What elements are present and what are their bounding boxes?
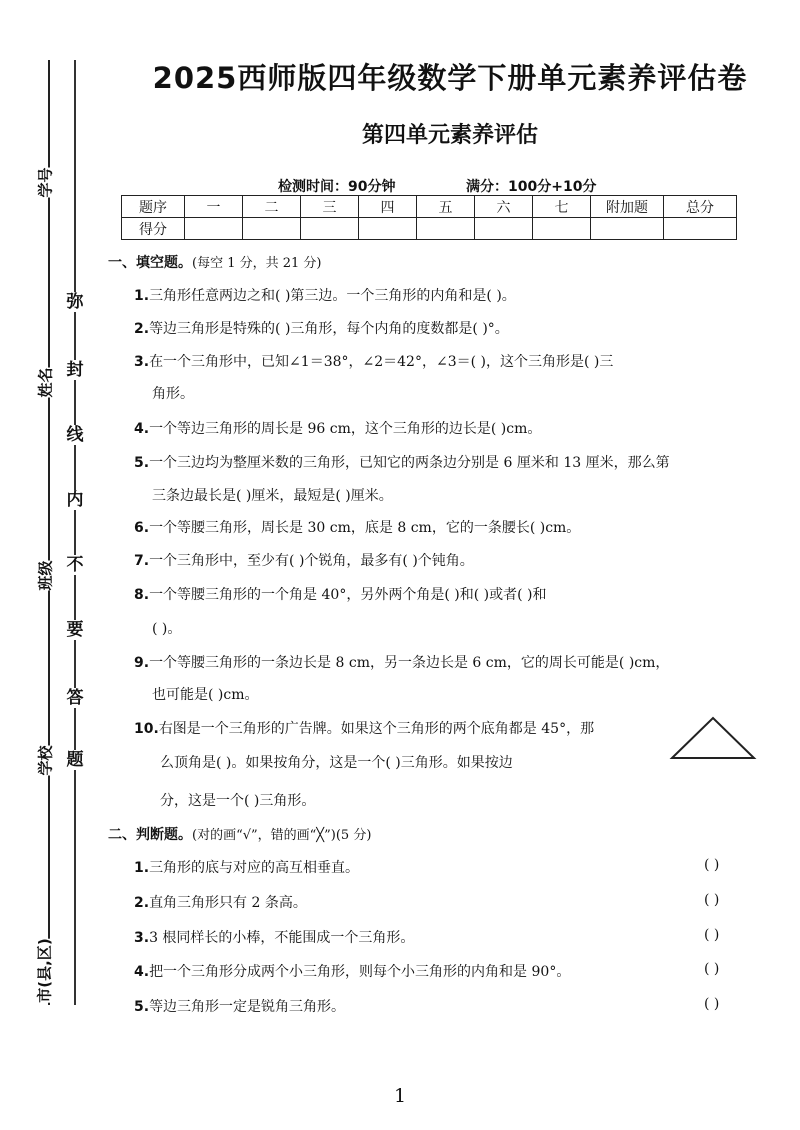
question-number: 5. — [134, 455, 150, 471]
section-note: (对的画“√”，错的画“╳”)(5 分) — [192, 828, 372, 843]
judge-item-5 — [134, 996, 345, 1016]
question-10 — [134, 718, 594, 738]
question-text: 在一个三角形中，已知∠1＝38°，∠2＝42°，∠3＝( )，这个三角形是( )三 — [149, 354, 614, 370]
exam-full-score: 满分：100分+10分 — [466, 179, 597, 195]
table-header-cell: 七 — [533, 196, 591, 218]
section-title: 二、判断题。 — [108, 827, 192, 843]
answer-blank[interactable]: ( ) — [704, 892, 720, 908]
question-text: 一个等腰三角形，周长是 30 cm，底是 8 cm，它的一条腰长( )cm。 — [149, 520, 581, 536]
question-3 — [134, 351, 613, 371]
table-header-cell: 六 — [475, 196, 533, 218]
question-text: 三角形的底与对应的高互相垂直。 — [149, 860, 360, 876]
question-text: 一个三边均为整厘米数的三角形，已知它的两条边分别是 6 厘米和 13 厘米，那么第 — [149, 455, 670, 471]
question-5 — [134, 452, 670, 472]
judge-item-1 — [134, 857, 359, 877]
question-number: 2. — [134, 895, 150, 911]
question-number: 1. — [134, 860, 150, 876]
seal-char: 题 — [64, 750, 86, 770]
score-cell[interactable] — [359, 218, 417, 240]
question-1 — [134, 285, 516, 305]
section-fill-blank-title — [108, 252, 322, 272]
score-cell[interactable] — [533, 218, 591, 240]
question-text: 一个三角形中，至少有( )个锐角，最多有( )个钝角。 — [149, 553, 474, 569]
question-number: 10. — [134, 721, 159, 737]
page-title: 2025西师版四年级数学下册单元素养评估卷 — [152, 61, 748, 95]
question-10-continued: 分，这是一个( )三角形。 — [160, 793, 316, 809]
question-number: 8. — [134, 587, 150, 603]
question-text: 一个等边三角形的周长是 96 cm，这个三角形的边长是( )cm。 — [149, 421, 542, 437]
table-header-cell: 附加题 — [591, 196, 664, 218]
seal-char: 线 — [64, 425, 86, 445]
question-4 — [134, 418, 541, 438]
judge-item-4 — [134, 961, 570, 981]
question-number: 3. — [134, 354, 150, 370]
section-note: (每空 1 分，共 21 分) — [192, 256, 322, 271]
question-5-continued: 三条边最长是( )厘米，最短是( )厘米。 — [152, 488, 393, 504]
section-true-false-title — [108, 824, 371, 844]
table-header-cell: 题序 — [122, 196, 185, 218]
question-text: 把一个三角形分成两个小三角形，则每个小三角形的内角和是 90°。 — [149, 964, 571, 980]
seal-char: 不 — [64, 555, 86, 575]
seal-char: 弥 — [64, 292, 86, 312]
score-cell[interactable] — [591, 218, 664, 240]
question-number: 2. — [134, 321, 150, 337]
margin-line-inner — [74, 60, 76, 1005]
question-text: 等边三角形是特殊的( )三角形，每个内角的度数都是( )°。 — [149, 321, 509, 337]
question-8-continued: ( )。 — [152, 621, 182, 637]
question-text: 直角三角形只有 2 条高。 — [149, 895, 307, 911]
question-9 — [134, 652, 669, 672]
field-student-id: 学号 — [36, 167, 55, 198]
answer-blank[interactable]: ( ) — [704, 927, 720, 943]
field-city: 市(县,区) — [35, 938, 54, 1003]
judge-item-2 — [134, 892, 307, 912]
seal-char: 要 — [64, 620, 86, 640]
triangle-billboard-figure — [668, 714, 758, 762]
score-cell[interactable] — [475, 218, 533, 240]
question-number: 7. — [134, 553, 150, 569]
table-header-cell: 四 — [359, 196, 417, 218]
table-header-cell: 总分 — [664, 196, 737, 218]
question-10-continued: 么顶角是( )。如果按角分，这是一个( )三角形。如果按边 — [160, 755, 513, 771]
seal-char: 答 — [64, 688, 86, 708]
question-number: 9. — [134, 655, 150, 671]
field-name: 姓名 — [36, 367, 55, 398]
question-text: 等边三角形一定是锐角三角形。 — [149, 999, 346, 1015]
score-cell[interactable] — [185, 218, 243, 240]
question-text: 一个等腰三角形的一条边长是 8 cm，另一条边长是 6 cm，它的周长可能是( )cm， — [149, 655, 670, 671]
question-text: 一个等腰三角形的一个角是 40°，另外两个角是( )和( )或者( )和 — [149, 587, 547, 603]
field-school: 学校 — [36, 745, 55, 776]
score-cell[interactable] — [417, 218, 475, 240]
question-2 — [134, 318, 509, 338]
question-3-continued: 角形。 — [152, 386, 194, 402]
question-number: 6. — [134, 520, 150, 536]
answer-blank[interactable]: ( ) — [704, 961, 720, 977]
seal-char: 封 — [64, 360, 86, 380]
question-text: 三角形任意两边之和( )第三边。一个三角形的内角和是( )。 — [149, 288, 516, 304]
judge-item-3 — [134, 927, 414, 947]
page-subtitle: 第四单元素养评估 — [361, 123, 538, 148]
score-cell[interactable] — [243, 218, 301, 240]
question-6 — [134, 517, 580, 537]
question-text: 右图是一个三角形的广告牌。如果这个三角形的两个底角都是 45°，那 — [158, 721, 595, 737]
table-header-cell: 二 — [243, 196, 301, 218]
question-number: 3. — [134, 930, 150, 946]
table-header-cell: 五 — [417, 196, 475, 218]
score-row-label: 得分 — [122, 218, 185, 240]
question-number: 5. — [134, 999, 150, 1015]
score-cell[interactable] — [301, 218, 359, 240]
question-9-continued: 也可能是( )cm。 — [152, 687, 259, 703]
question-number: 4. — [134, 421, 150, 437]
answer-blank[interactable]: ( ) — [704, 857, 720, 873]
score-cell[interactable] — [664, 218, 737, 240]
question-number: 4. — [134, 964, 150, 980]
section-title: 一、填空题。 — [108, 255, 192, 271]
question-8 — [134, 584, 546, 604]
score-table-row — [122, 218, 737, 240]
question-7 — [134, 550, 474, 570]
score-table-header — [122, 196, 737, 218]
answer-blank[interactable]: ( ) — [704, 996, 720, 1012]
page-number: 1 — [393, 1085, 407, 1107]
field-class: 班级 — [36, 560, 55, 591]
exam-time: 检测时间：90分钟 — [278, 179, 396, 195]
question-text: 3 根同样长的小棒，不能围成一个三角形。 — [149, 930, 415, 946]
seal-char: 内 — [64, 490, 86, 510]
question-number: 1. — [134, 288, 150, 304]
table-header-cell: 三 — [301, 196, 359, 218]
score-table — [121, 195, 737, 240]
table-header-cell: 一 — [185, 196, 243, 218]
margin-line-outer — [48, 60, 50, 1005]
